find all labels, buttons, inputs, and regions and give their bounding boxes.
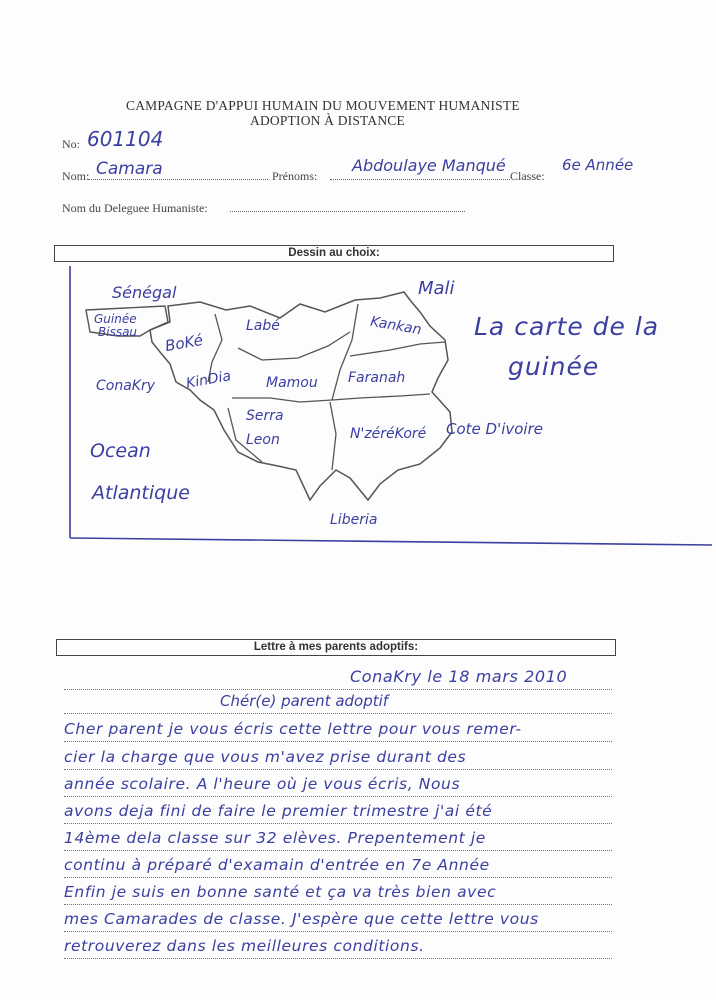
border-faranah-south xyxy=(232,394,430,402)
letter-line-9: retrouverez dans les meilleures conditions. xyxy=(64,937,425,955)
prenoms-label: Prénoms: xyxy=(272,169,318,183)
label-ocean: Ocean xyxy=(90,440,151,462)
letter-rule xyxy=(64,904,612,905)
border-kankan-faranah xyxy=(350,342,445,356)
nom-value: Camara xyxy=(96,159,163,179)
letter-salutation: Chér(e) parent adoptif xyxy=(220,692,389,710)
label-labe: Labé xyxy=(246,318,280,334)
letter-rule-date xyxy=(64,689,612,690)
delegue-label: Nom du Deleguee Humaniste: xyxy=(62,201,208,215)
drawing-section-title: Dessin au choix: xyxy=(54,245,614,262)
label-cote-divoire: Cote D'ivoire xyxy=(446,420,543,438)
label-serra: Serra xyxy=(246,408,284,424)
letter-section-title: Lettre à mes parents adoptifs: xyxy=(56,639,616,656)
letter-line-2: cier la charge que vous m'avez prise durant des xyxy=(64,748,467,766)
label-kankan: Kankan xyxy=(369,313,423,339)
label-senegal: Sénégal xyxy=(112,283,177,302)
letter-line-4: avons deja fini de faire le premier trimestre j'ai été xyxy=(64,802,493,820)
map-caption-line2: guinée xyxy=(508,352,600,381)
label-atlantique: Atlantique xyxy=(92,482,190,504)
label-kindia: KinDia xyxy=(184,368,233,392)
letter-rule xyxy=(64,850,612,851)
label-leon: Leon xyxy=(246,432,280,448)
label-guinea-bissau-2: Bissau xyxy=(98,325,138,339)
letter-rule xyxy=(64,877,612,878)
letter-line-5: 14ème dela classe sur 32 elèves. Prepentement je xyxy=(64,829,486,847)
prenoms-value: Abdoulaye Manqué xyxy=(352,156,506,175)
letter-line-3: année scolaire. A l'heure où je vous écris, Nous xyxy=(64,775,461,793)
letter-rule xyxy=(64,769,612,770)
campaign-title: CAMPAGNE D'APPUI HUMAIN DU MOUVEMENT HUMANISTE xyxy=(126,98,520,113)
letter-rule-salutation xyxy=(64,713,612,714)
border-labe-mamou xyxy=(238,332,350,360)
letter-rule xyxy=(64,796,612,797)
adoption-subtitle: ADOPTION À DISTANCE xyxy=(250,113,405,128)
label-mamou: Mamou xyxy=(266,375,318,391)
no-value: 601104 xyxy=(87,127,164,151)
classe-label: Classe: xyxy=(510,169,545,183)
letter-rule xyxy=(64,741,612,742)
label-liberia: Liberia xyxy=(330,512,378,528)
label-faranah: Faranah xyxy=(348,370,406,386)
label-nzerekore: N'zéréKoré xyxy=(350,426,427,442)
label-conakry: ConaKry xyxy=(96,378,156,394)
letter-line-8: mes Camarades de classe. J'espère que cette lettre vous xyxy=(64,910,539,928)
drawing-frame-bottom xyxy=(70,538,712,545)
letter-line-7: Enfin je suis en bonne santé et ça va très bien avec xyxy=(64,883,497,901)
letter-rule xyxy=(64,823,612,824)
map-caption-line1: La carte de la xyxy=(474,312,660,341)
letter-date: ConaKry le 18 mars 2010 xyxy=(350,667,568,686)
nom-label: Nom: xyxy=(62,169,90,183)
classe-value: 6e Année xyxy=(562,156,634,174)
letter-line-1: Cher parent je vous écris cette lettre pour vous remer- xyxy=(64,720,522,738)
label-guinea-bissau-1: Guinée xyxy=(94,312,137,326)
label-mali: Mali xyxy=(418,278,455,299)
label-boke: BoKé xyxy=(163,330,205,356)
letter-rule xyxy=(64,958,612,959)
letter-line-6: continu à préparé d'examain d'entrée en 7e Année xyxy=(64,856,490,874)
border-sierra-nzerekore xyxy=(330,402,336,470)
letter-rule xyxy=(64,931,612,932)
no-label: No: xyxy=(62,137,80,151)
